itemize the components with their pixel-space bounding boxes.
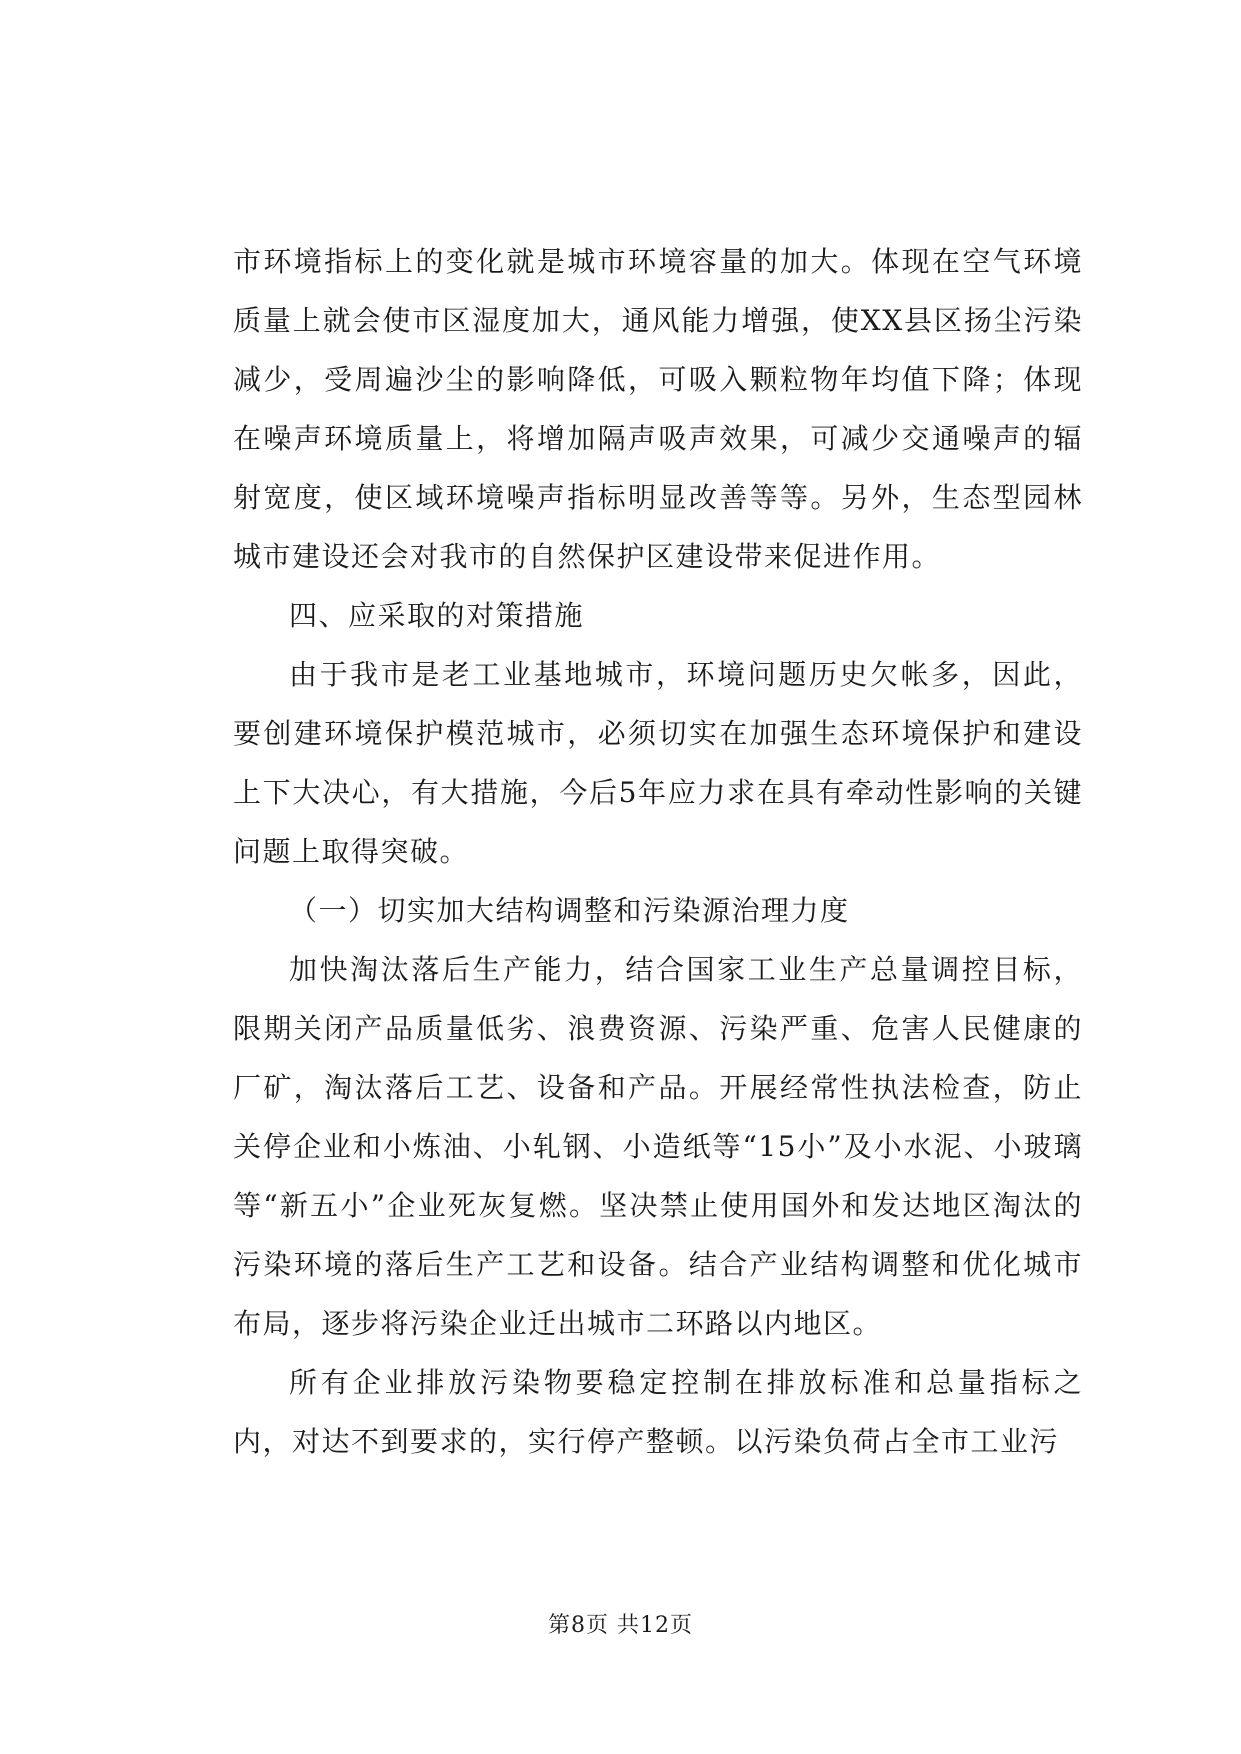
paragraph: 所有企业排放污染物要稳定控制在排放标准和总量指标之内，对达不到要求的，实行停产整顿。以污染负荷占全市工业污 xyxy=(233,1366,1083,1458)
paragraph-continuation: 市环境指标上的变化就是城市环境容量的加大。体现在空气环境质量上就会使市区湿度加大，通风能力增强，使XX县区扬尘污染减少，受周遍沙尘的影响降低，可吸入颗粒物年均值下降；体现在噪声环境质量上，将增加隔声吸声效果，可减少交通噪声的辐射宽度，使区域环境噪声指标明显改善等等。另外，生态型园林城市建设还会对我市的自然保护区建设带来促进作用。 xyxy=(233,245,1083,573)
subsection-heading: （一）切实加大结构调整和污染源治理力度 xyxy=(289,894,850,927)
paragraph: 由于我市是老工业基地城市，环境问题历史欠帐多，因此，要创建环境保护模范城市，必须切实在加强生态环境保护和建设上下大决心，有大措施，今后5年应力求在具有牵动性影响的关键问题上取得突破。 xyxy=(233,658,1083,868)
page-number-footer: 第8页 共12页 xyxy=(548,1613,693,1638)
paragraph: 加快淘汰落后生产能力，结合国家工业生产总量调控目标，限期关闭产品质量低劣、浪费资源、污染严重、危害人民健康的厂矿，淘汰落后工艺、设备和产品。开展经常性执法检查，防止关停企业和小炼油、小轧钢、小造纸等“15小”及小水泥、小玻璃等“新五小”企业死灰复燃。坚决禁止使用国外和发达地区淘汰的污染环境的落后生产工艺和设备。结合产业结构调整和优化城市布局，逐步将污染企业迁出城市二环路以内地区。 xyxy=(233,953,1083,1340)
document-body xyxy=(233,232,1083,1471)
section-heading: 四、应采取的对策措施 xyxy=(289,599,585,632)
